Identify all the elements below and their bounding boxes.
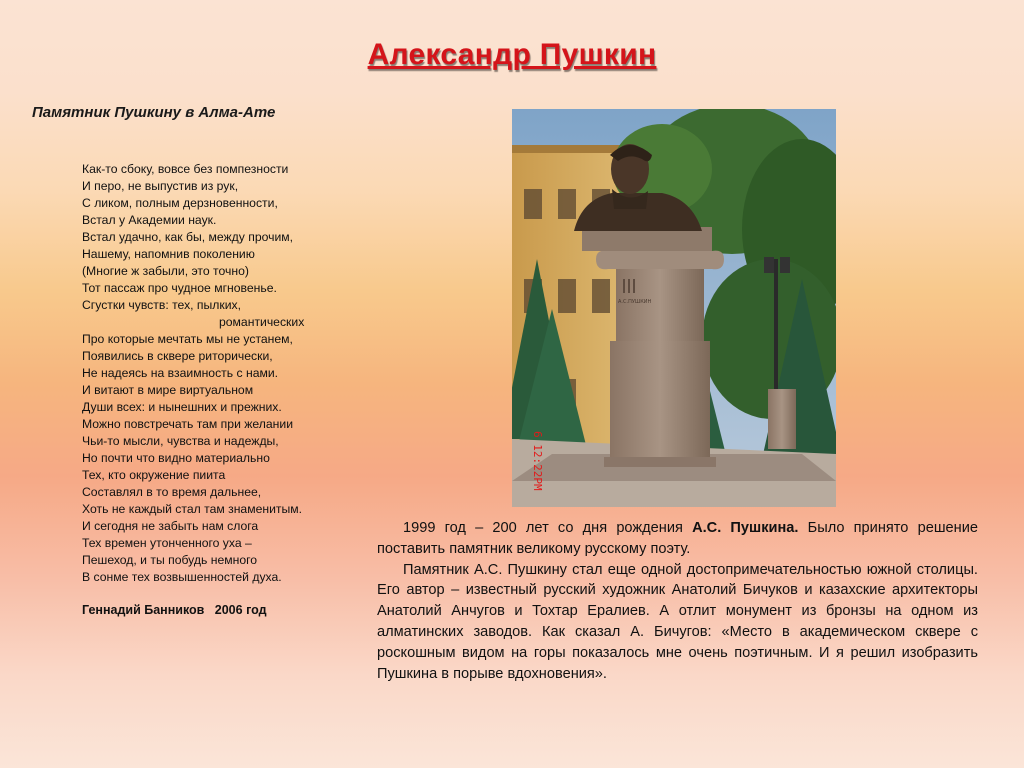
poem-line: И перо, не выпустив из рук, (82, 179, 239, 193)
poem-line: Можно повстречать там при желании (82, 417, 294, 431)
monument-photo-illustration (512, 109, 836, 507)
poem-line: Чьи-то мысли, чувства и надежды, (82, 434, 279, 448)
poem-line: Появились в сквере риторически, (82, 349, 273, 363)
poem-line: Встал у Академии наук. (82, 213, 217, 227)
poem-line: Пешеход, и ты побудь немного (82, 553, 258, 567)
slide-title: Александр Пушкин (367, 38, 657, 71)
poem-line: Про которые мечтать мы не устанем, (82, 332, 293, 346)
paragraph-text: 1999 год – 200 лет со дня рождения (403, 520, 693, 536)
poem-line: Сгустки чувств: тех, пылких, (82, 298, 242, 312)
poem-line: Как-то сбоку, вовсе без помпезности (82, 162, 289, 176)
poem-line: Тех, кто окружение пиита (82, 468, 226, 482)
poem-line: Встал удачно, как бы, между прочим, (82, 230, 294, 244)
poem-line: И сегодня не забыть нам слога (82, 519, 259, 533)
poem-line: Не надеясь на взаимность с нами. (82, 366, 279, 380)
monument-description (377, 518, 978, 684)
photo-date-stamp: 6 12:22PM (531, 431, 544, 491)
description-paragraph-2: Памятник А.С. Пушкину стал еще одной достопримечательностью южной столицы. Его автор – известный русский художник Анатолий Бичуков и казахские архитекторы Анатолий Анчугов и Тохтар Ералиев. А отлит монумент из бронзы на одном из алматинских заводов. Как сказал А. Бичугов: «Место в академическом сквере с роскошным видом на горы показалось мне очень поэтичным. И я решил изобразить Пушкина в порыве вдохновения». (377, 561, 978, 682)
poem-line: романтических (219, 315, 305, 329)
poem-line: Души всех: и нынешних и прежних. (82, 400, 282, 414)
poem-line: (Многие ж забыли, это точно) (82, 264, 249, 278)
poem (82, 161, 372, 586)
poem-line: Составлял в то время дальнее, (82, 485, 262, 499)
poem-line: Но почти что видно материально (82, 451, 270, 465)
paragraph-text: Было принято решение поставить памятник великому русскому поэту. (377, 520, 978, 557)
poem-line: Хоть не каждый стал там знаменитым. (82, 502, 303, 516)
pedestal-inscription: А.С.ПУШКИН (618, 299, 652, 305)
poem-line: И витают в мире виртуальном (82, 383, 254, 397)
description-paragraph-1 (377, 518, 978, 560)
poem-line: Нашему, напомнив поколению (82, 247, 255, 261)
poem-line: С ликом, полным дерзновенности, (82, 196, 278, 210)
monument-photo (512, 109, 836, 507)
poem-line: Тот пассаж про чудное мгновенье. (82, 281, 277, 295)
slide-subtitle: Памятник Пушкину в Алма-Ате (32, 104, 276, 121)
poem-line: В сонме тех возвышенностей духа. (82, 570, 282, 584)
poem-author: Геннадий Банников 2006 год (82, 603, 267, 617)
poet-name: А.С. Пушкина. (692, 520, 799, 536)
poem-line: Тех времен утонченного уха – (82, 536, 252, 550)
